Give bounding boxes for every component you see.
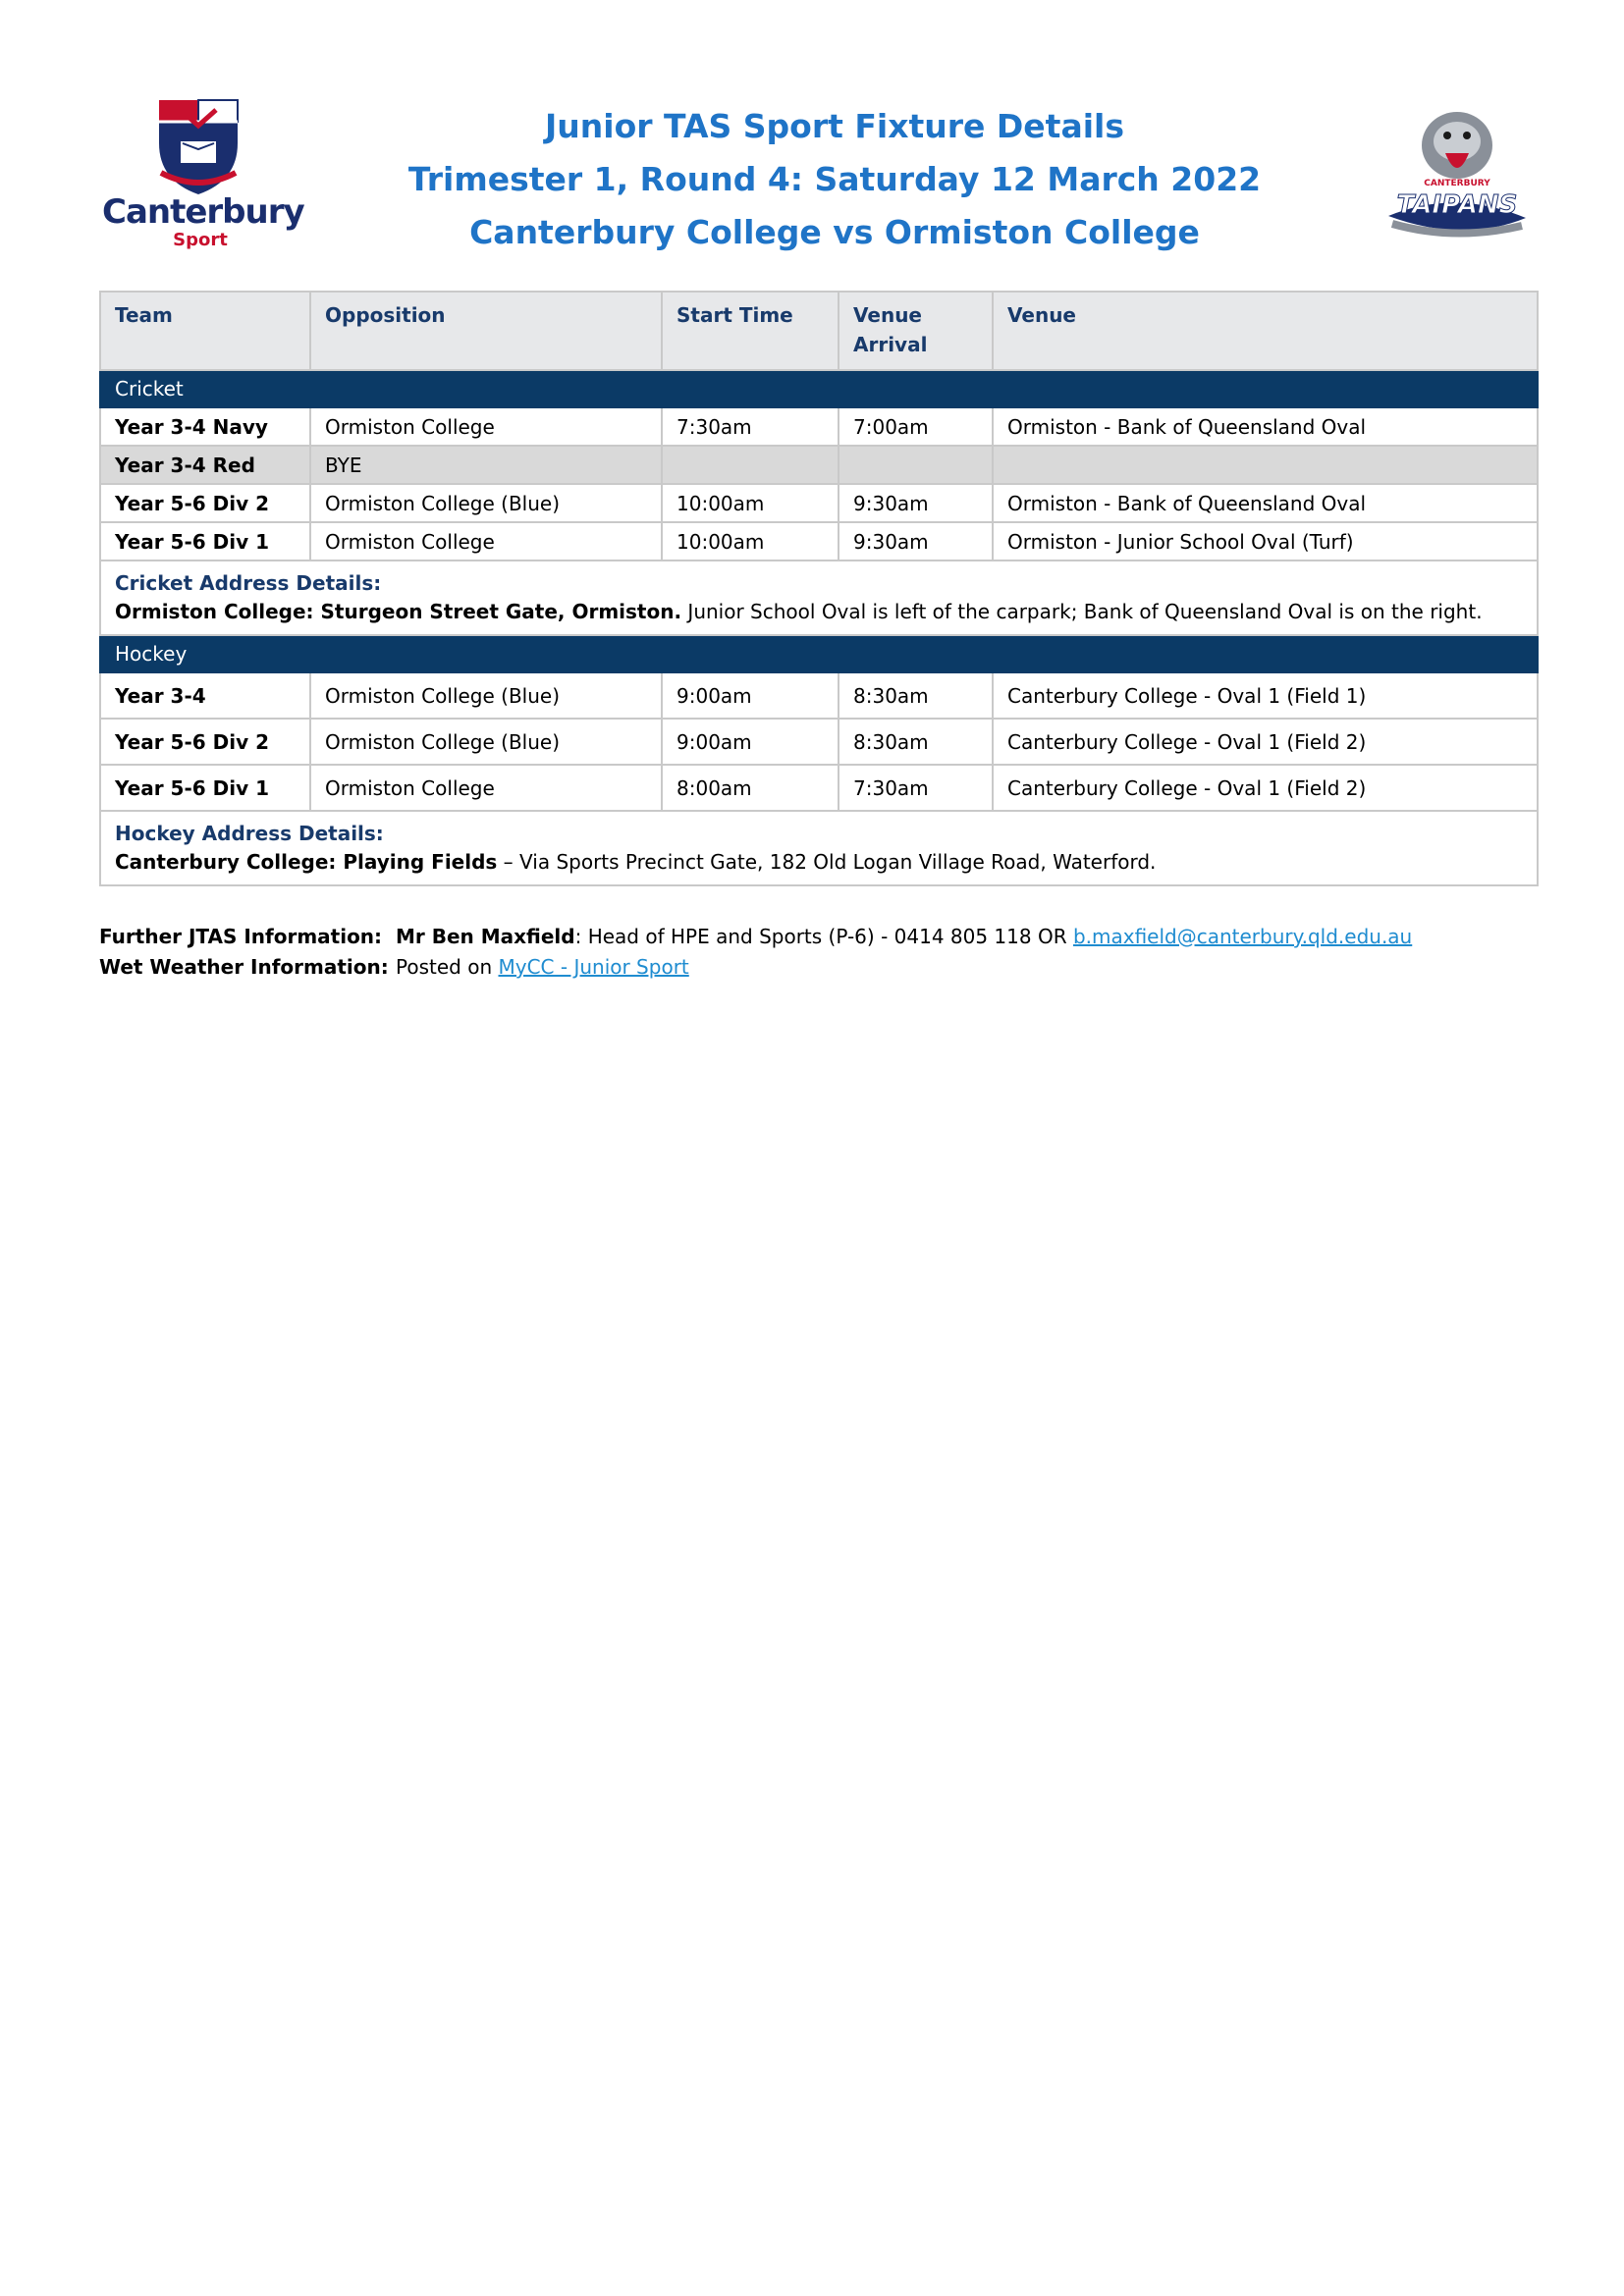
contact-details: : Head of HPE and Sports (P-6) - 0414 805 118 OR bbox=[574, 925, 1073, 948]
column-header-opposition: Opposition bbox=[310, 292, 662, 370]
opposition-cell: Ormiston College bbox=[310, 522, 662, 561]
round-subtitle: Trimester 1, Round 4: Saturday 12 March 2022 bbox=[407, 160, 1262, 198]
column-header-start-time: Start Time bbox=[662, 292, 839, 370]
start-time-cell bbox=[662, 446, 839, 484]
start-time-cell: 8:00am bbox=[662, 765, 839, 811]
opposition-cell: BYE bbox=[310, 446, 662, 484]
logo-wordmark: Canterbury bbox=[102, 192, 304, 232]
logo-wordmark: TAIPANS bbox=[1396, 190, 1518, 220]
start-time-cell: 10:00am bbox=[662, 522, 839, 561]
section-title: Cricket bbox=[100, 370, 1538, 407]
arrival-cell: 8:30am bbox=[839, 719, 993, 765]
start-time-cell: 7:30am bbox=[662, 407, 839, 446]
address-row-hockey bbox=[100, 811, 1538, 885]
taipans-logo bbox=[1373, 94, 1538, 251]
weather-info-label: Wet Weather Information: bbox=[99, 955, 389, 979]
team-cell: Year 5-6 Div 2 bbox=[100, 719, 310, 765]
address-details: Junior School Oval is left of the carpark; Bank of Queensland Oval is on the right. bbox=[681, 600, 1483, 623]
contact-name: Mr Ben Maxfield bbox=[396, 925, 575, 948]
start-time-cell: 9:00am bbox=[662, 672, 839, 719]
venue-cell: Canterbury College - Oval 1 (Field 2) bbox=[993, 765, 1538, 811]
opposition-cell: Ormiston College (Blue) bbox=[310, 672, 662, 719]
team-cell: Year 5-6 Div 1 bbox=[100, 765, 310, 811]
page-title: Junior TAS Sport Fixture Details bbox=[545, 107, 1124, 145]
start-time-cell: 9:00am bbox=[662, 719, 839, 765]
table-row bbox=[100, 672, 1538, 719]
table-row bbox=[100, 765, 1538, 811]
table-row bbox=[100, 446, 1538, 484]
address-location: Ormiston College: Sturgeon Street Gate, Ormiston. bbox=[115, 600, 682, 623]
arrival-cell: 9:30am bbox=[839, 484, 993, 522]
arrival-cell: 8:30am bbox=[839, 672, 993, 719]
matchup-subtitle: Canterbury College vs Ormiston College bbox=[469, 213, 1200, 251]
arrival-cell: 7:00am bbox=[839, 407, 993, 446]
team-cell: Year 3-4 Navy bbox=[100, 407, 310, 446]
address-details: – Via Sports Precinct Gate, 182 Old Logan Village Road, Waterford. bbox=[497, 850, 1157, 874]
venue-cell: Canterbury College - Oval 1 (Field 1) bbox=[993, 672, 1538, 719]
fixture-table bbox=[99, 291, 1539, 886]
column-header-team: Team bbox=[100, 292, 310, 370]
section-title: Hockey bbox=[100, 635, 1538, 672]
team-cell: Year 5-6 Div 1 bbox=[100, 522, 310, 561]
table-row bbox=[100, 522, 1538, 561]
address-cell bbox=[100, 561, 1538, 635]
team-cell: Year 5-6 Div 2 bbox=[100, 484, 310, 522]
table-row bbox=[100, 407, 1538, 446]
junior-sport-link[interactable]: MyCC - Junior Sport bbox=[498, 955, 689, 979]
address-location: Canterbury College: Playing Fields bbox=[115, 850, 498, 874]
jtas-info-value bbox=[396, 925, 1412, 948]
snake-icon bbox=[1373, 94, 1538, 251]
canterbury-sport-logo bbox=[98, 94, 304, 255]
section-row-cricket bbox=[100, 370, 1538, 407]
table-row bbox=[100, 719, 1538, 765]
start-time-cell: 10:00am bbox=[662, 484, 839, 522]
team-cell: Year 3-4 Red bbox=[100, 446, 310, 484]
arrival-cell: 9:30am bbox=[839, 522, 993, 561]
address-row-cricket bbox=[100, 561, 1538, 635]
column-header-venue: Venue bbox=[993, 292, 1538, 370]
column-header-venue-arrival: Venue Arrival bbox=[839, 292, 993, 370]
weather-text: Posted on bbox=[396, 955, 499, 979]
section-row-hockey bbox=[100, 635, 1538, 672]
weather-info-value bbox=[396, 955, 689, 979]
contact-email-link[interactable]: b.maxfield@canterbury.qld.edu.au bbox=[1072, 925, 1413, 948]
table-header-row bbox=[100, 292, 1538, 370]
table-row bbox=[100, 484, 1538, 522]
venue-cell: Ormiston - Bank of Queensland Oval bbox=[993, 484, 1538, 522]
address-cell bbox=[100, 811, 1538, 885]
venue-cell: Canterbury College - Oval 1 (Field 2) bbox=[993, 719, 1538, 765]
venue-cell: Ormiston - Junior School Oval (Turf) bbox=[993, 522, 1538, 561]
team-cell: Year 3-4 bbox=[100, 672, 310, 719]
opposition-cell: Ormiston College (Blue) bbox=[310, 484, 662, 522]
arrival-cell bbox=[839, 446, 993, 484]
jtas-info-label: Further JTAS Information: bbox=[99, 925, 383, 948]
arrival-cell: 7:30am bbox=[839, 765, 993, 811]
address-title: Hockey Address Details: bbox=[115, 822, 384, 845]
opposition-cell: Ormiston College bbox=[310, 765, 662, 811]
logo-subtitle: Sport bbox=[173, 230, 228, 250]
address-title: Cricket Address Details: bbox=[115, 571, 382, 595]
opposition-cell: Ormiston College bbox=[310, 407, 662, 446]
venue-cell bbox=[993, 446, 1538, 484]
logo-top-text: CANTERBURY bbox=[1424, 179, 1490, 188]
opposition-cell: Ormiston College (Blue) bbox=[310, 719, 662, 765]
venue-cell: Ormiston - Bank of Queensland Oval bbox=[993, 407, 1538, 446]
